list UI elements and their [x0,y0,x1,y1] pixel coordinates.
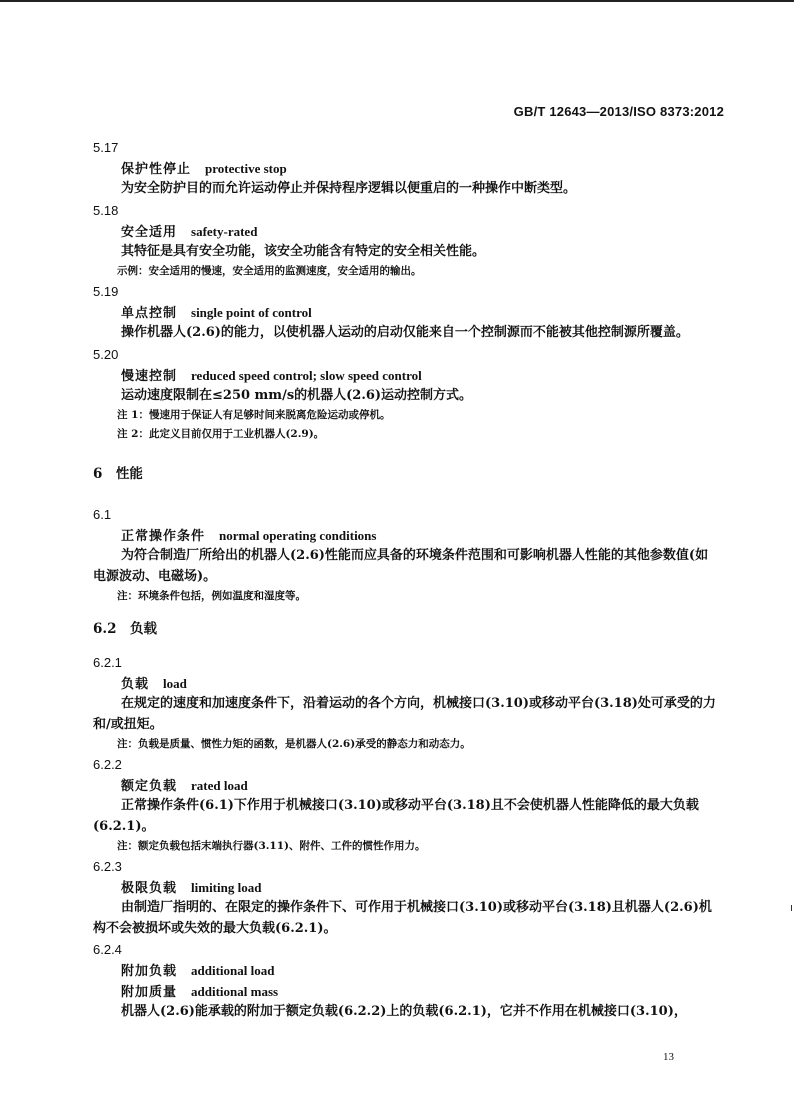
clause-number: 6.2.3 [93,859,122,874]
term-chinese: 额定负载 [121,779,178,794]
clause-number: 5.20 [93,346,119,362]
definition-text: 其特征是具有安全功能，该安全功能含有特定的安全相关性能。 [121,243,486,259]
clause-number: 6.2.4 [93,942,122,957]
term-heading [93,673,718,694]
section-heading: 6 性能 [93,466,143,482]
term-chinese: 负载 [121,677,150,692]
clause-number: 6.1 [93,507,112,522]
term-heading [93,525,718,546]
clause-number: 6.2.1 [93,655,122,670]
note-text: 注 2：此定义目前仅用于工业机器人(2.9)。 [117,428,325,440]
term-english: limiting load [191,880,262,895]
clause-number: 5.17 [93,140,119,155]
spacer [93,485,718,504]
term-chinese: 正常操作条件 [121,529,206,544]
note-text: 注 1：慢速用于保证人有足够时间来脱离危险运动或停机。 [117,409,391,421]
definition-text: 运动速度限制在≤250 mm/s的机器人(2.6)运动控制方式。 [121,387,473,403]
term-chinese: 附加质量 [121,985,178,1000]
term-chinese: 慢速控制 [121,368,178,384]
term-english: single point of control [191,305,312,320]
term-chinese: 保护性停止 [121,162,192,177]
term-english: additional mass [191,984,279,999]
clause-number: 5.19 [93,284,119,299]
document-body [93,137,718,1023]
definition-text: 由制造厂指明的、在限定的操作条件下、可作用于机械接口(3.10)或移动平台(3.18)且机器人(2.6)机构不会被损坏或失效的最大负载(6.2.1)。 [93,900,712,936]
page-number: 13 [663,1051,674,1063]
note-text: 注：额定负载包括末端执行器(3.11)、附件、工件的惯性作用力。 [117,840,426,852]
definition-text: 为安全防护目的而允许运动停止并保持程序逻辑以便重启的一种操作中断类型。 [121,181,577,196]
clause-number: 6.2.2 [93,757,122,772]
note-text: 注：环境条件包括，例如温度和湿度等。 [117,590,306,602]
term-heading [93,365,718,386]
term-english: additional load [191,963,275,978]
scan-mark [791,905,792,911]
section-heading: 6.2 负载 [93,621,157,637]
scan-border [0,0,794,2]
definition-text: 正常操作条件(6.1)下作用于机械接口(3.10)或移动平台(3.18)且不会使机器人性能降低的最大负载(6.2.1)。 [93,798,699,834]
standard-header: GB/T 12643—2013/ISO 8373:2012 [513,104,724,119]
term-chinese: 单点控制 [121,306,178,321]
term-heading [93,302,718,323]
term-heading [93,158,718,179]
spacer [93,606,718,618]
spacer [93,444,718,463]
term-chinese: 极限负载 [121,881,178,896]
term-english: protective stop [205,161,287,176]
term-english: load [163,676,187,691]
term-heading [93,960,718,981]
term-chinese: 附加负载 [121,964,178,979]
term-heading [93,775,718,796]
term-heading [93,981,718,1002]
definition-text: 机器人(2.6)能承载的附加于额定负载(6.2.2)上的负载(6.2.1)，它并不作用在机械接口(3.10)， [121,1004,687,1019]
note-text: 示例：安全适用的慢速，安全适用的监测速度，安全适用的输出。 [117,265,422,277]
term-chinese: 安全适用 [121,224,178,240]
definition-text: 在规定的速度和加速度条件下，沿着运动的各个方向，机械接口(3.10)或移动平台(3.18)处可承受的力和/或扭矩。 [93,696,716,732]
term-english: normal operating conditions [219,528,377,543]
term-english: reduced speed control; slow speed control [191,367,422,383]
term-heading [93,221,718,242]
term-heading [93,877,718,898]
note-text: 注：负载是质量、惯性力矩的函数，是机器人(2.6)承受的静态力和动态力。 [117,738,471,750]
clause-number: 5.18 [93,202,119,218]
definition-text: 为符合制造厂所给出的机器人(2.6)性能而应具备的环境条件范围和可影响机器人性能的其他参数值(如电源波动、电磁场)。 [93,548,709,584]
spacer [93,640,718,652]
term-english: safety-rated [191,223,258,239]
term-english: rated load [191,778,248,793]
definition-text: 操作机器人(2.6)的能力，以使机器人运动的启动仅能来自一个控制源而不能被其他控制源所覆盖。 [121,325,689,340]
